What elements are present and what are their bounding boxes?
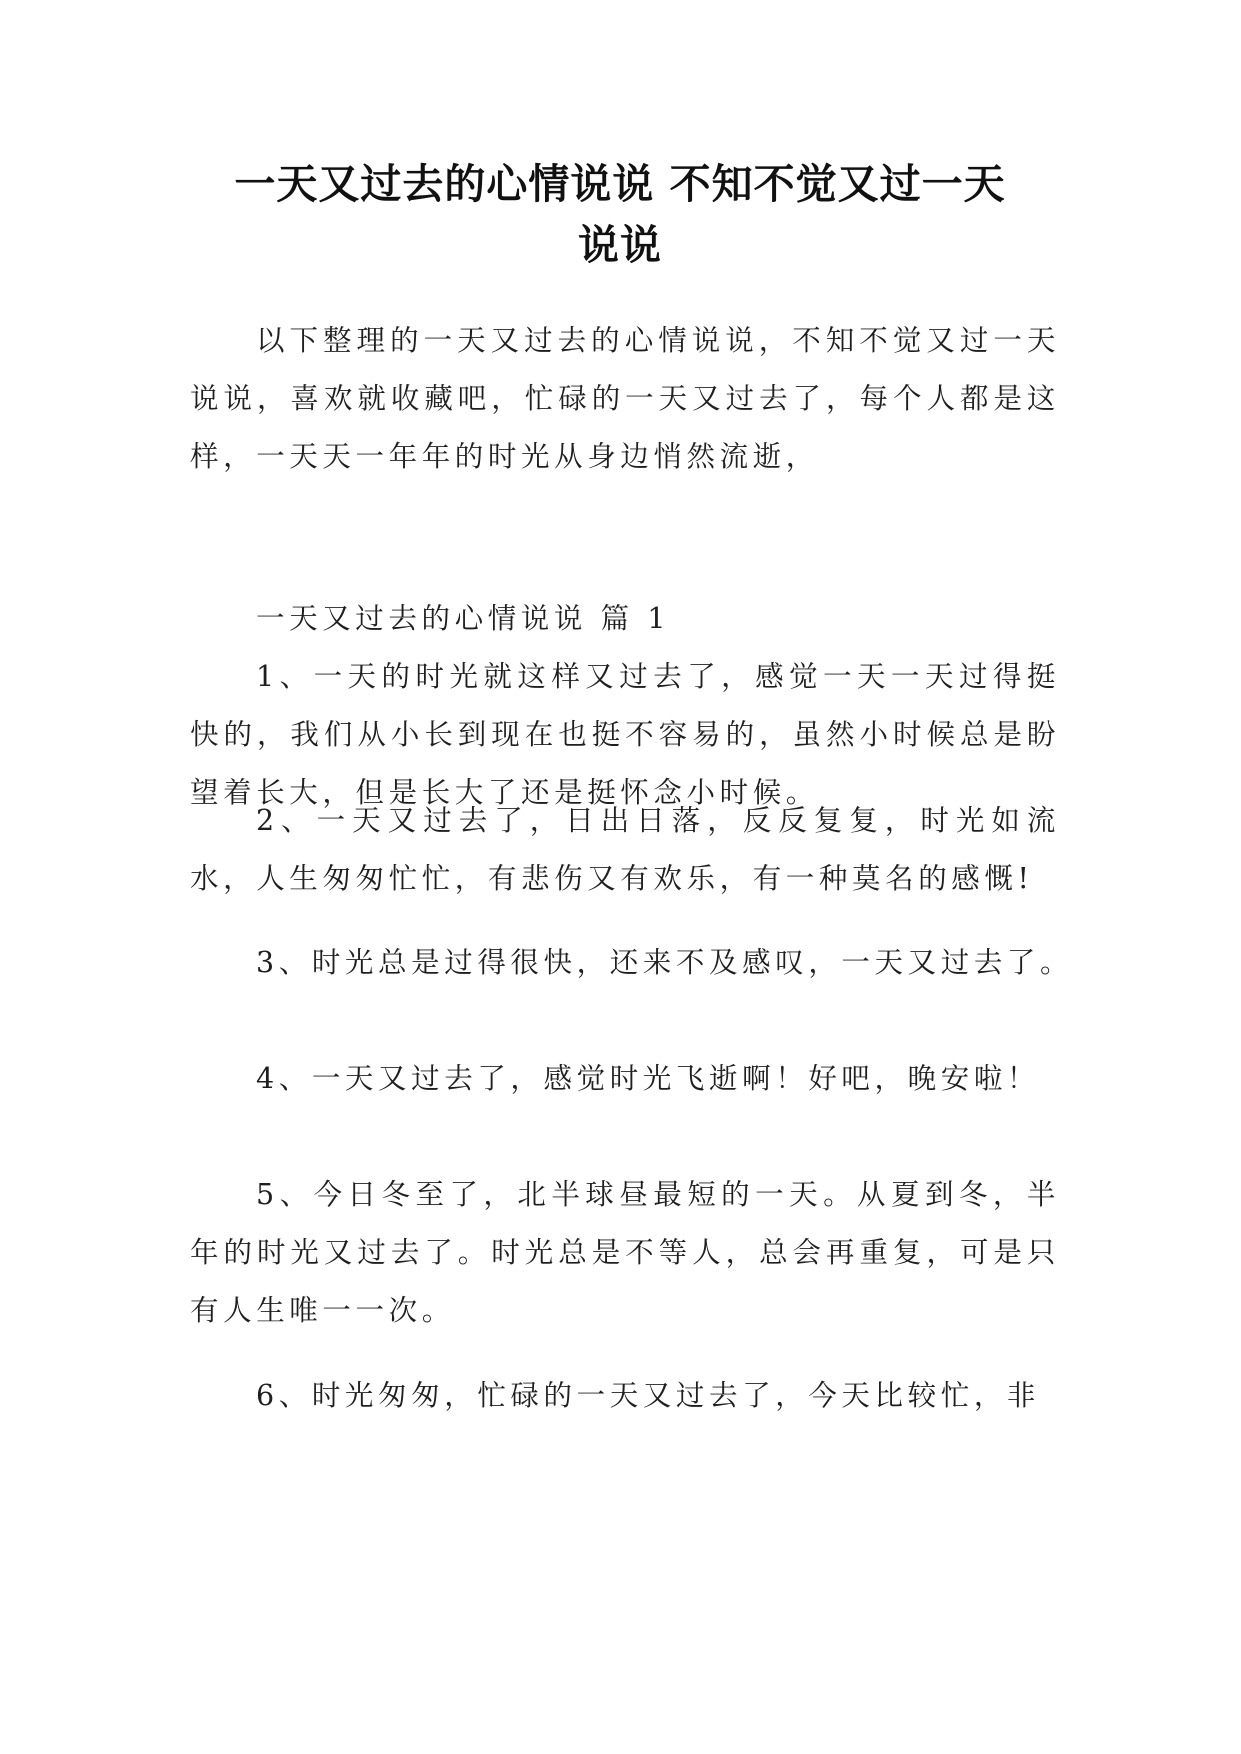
section-heading: 一天又过去的心情说说 篇 1 [256,602,671,635]
list-item-4: 4、一天又过去了，感觉时光飞逝啊！好吧，晚安啦！ [256,1062,1041,1095]
list-item-2: 2、一天又过去了，日出日落，反反复复，时光如流水，人生匆匆忙忙，有悲伤又有欢乐，有一种莫名的感慨! [190,804,1060,895]
list-item-1: 1、一天的时光就这样又过去了，感觉一天一天过得挺快的，我们从小长到现在也挺不容易的，虽然小时候总是盼望着长大，但是长大了还是挺怀念小时候。 [190,660,1060,809]
list-item-3: 3、时光总是过得很快，还来不及感叹，一天又过去了。 [256,946,1074,979]
document-title-line-2: 说说 [578,221,662,269]
intro-paragraph: 以下整理的一天又过去的心情说说，不知不觉又过一天说说，喜欢就收藏吧，忙碌的一天又过去了，每个人都是这样，一天天一年年的时光从身边悄然流逝， [190,324,1060,473]
list-item-5: 5、今日冬至了，北半球昼最短的一天。从夏到冬，半年的时光又过去了。时光总是不等人，总会再重复，可是只有人生唯一一次。 [190,1178,1060,1327]
list-item-6: 6、时光匆匆，忙碌的一天又过去了，今天比较忙，非 [256,1379,1041,1412]
document-title-line-1: 一天又过去的心情说说 不知不觉又过一天 [234,160,1006,208]
